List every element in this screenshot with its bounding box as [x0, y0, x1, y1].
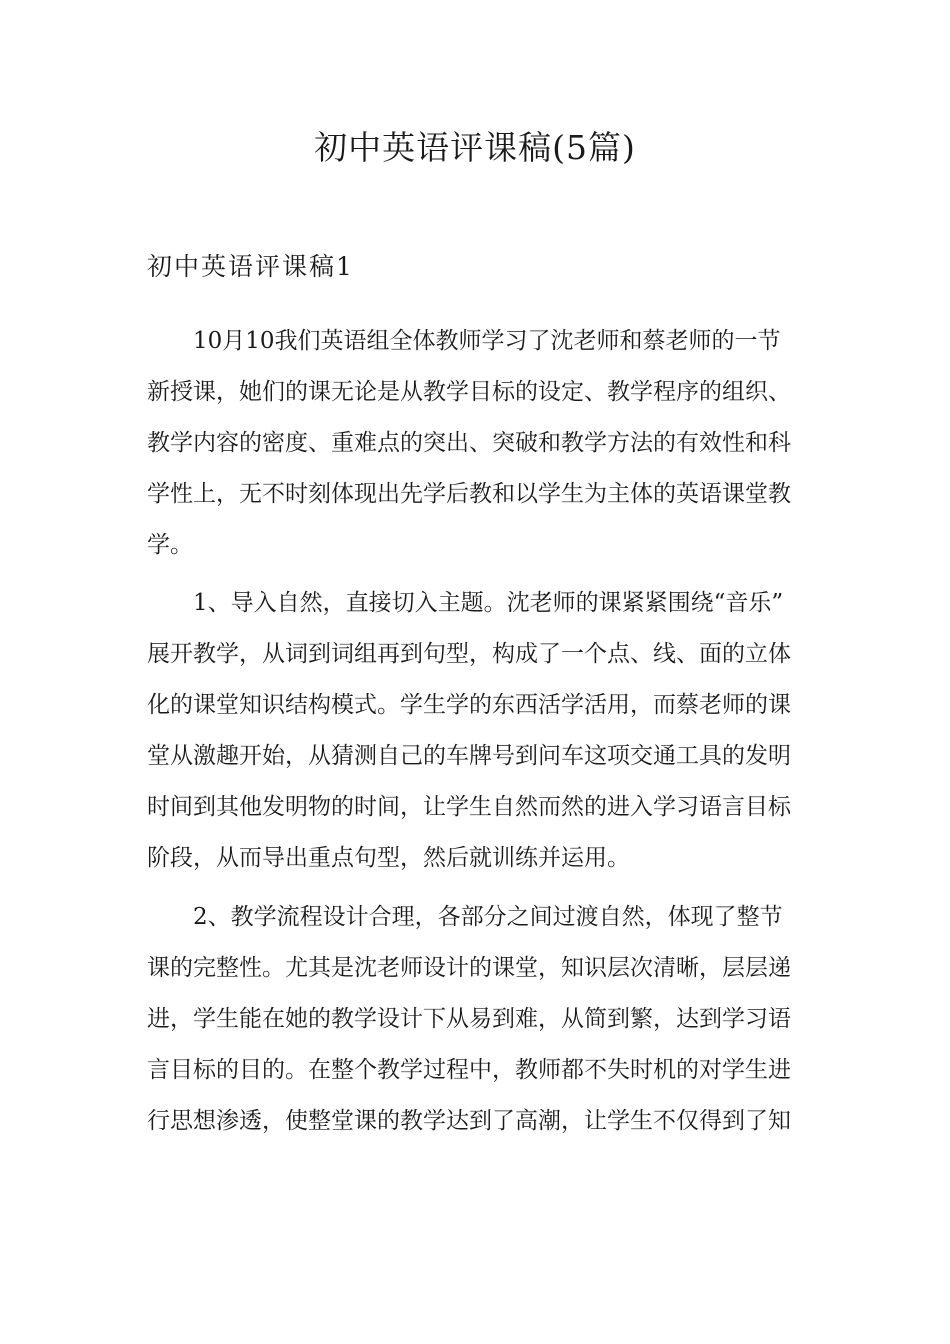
- paragraph-point-1: [147, 578, 807, 884]
- paragraph-line: 教学内容的密度、重难点的突出、突破和教学方法的有效性和科: [147, 430, 791, 456]
- paragraph-line: 课的完整性。尤其是沈老师设计的课堂，知识层次清晰，层层递: [147, 955, 791, 981]
- paragraph-line: 进，学生能在她的教学设计下从易到难，从简到繁，达到学习语: [147, 1006, 791, 1032]
- paragraph-line: 2、教学流程设计合理，各部分之间过渡自然，体现了整节: [193, 904, 783, 930]
- paragraph-line: 阶段，从而导出重点句型，然后就训练并运用。: [147, 845, 630, 871]
- paragraph-line: 1、导入自然，直接切入主题。沈老师的课紧紧围绕“音乐”: [193, 590, 784, 616]
- paragraph-line: 新授课，她们的课无论是从教学目标的设定、教学程序的组织、: [147, 379, 791, 405]
- paragraph-line: 学性上，无不时刻体现出先学后教和以学生为主体的英语课堂教: [147, 481, 791, 507]
- paragraph-line: 展开教学，从词到词组再到句型，构成了一个点、线、面的立体: [147, 641, 791, 667]
- paragraph-point-2: [147, 892, 807, 1147]
- paragraph-intro: [147, 316, 807, 571]
- paragraph-line: 堂从激趣开始，从猜测自己的车牌号到问车这项交通工具的发明: [147, 743, 791, 769]
- paragraph-line: 10月10我们英语组全体教师学习了沈老师和蔡老师的一节: [193, 328, 781, 354]
- document-title: 初中英语评课稿(5篇): [314, 128, 636, 167]
- paragraph-line: 行思想渗透，使整堂课的教学达到了高潮，让学生不仅得到了知: [147, 1108, 791, 1134]
- section-heading: 初中英语评课稿1: [147, 252, 354, 281]
- paragraph-line: 时间到其他发明物的时间，让学生自然而然的进入学习语言目标: [147, 794, 791, 820]
- paragraph-line: 言目标的目的。在整个教学过程中，教师都不失时机的对学生进: [147, 1057, 791, 1083]
- paragraph-line: 化的课堂知识结构模式。学生学的东西活学活用，而蔡老师的课: [147, 692, 791, 718]
- paragraph-line: 学。: [147, 532, 193, 558]
